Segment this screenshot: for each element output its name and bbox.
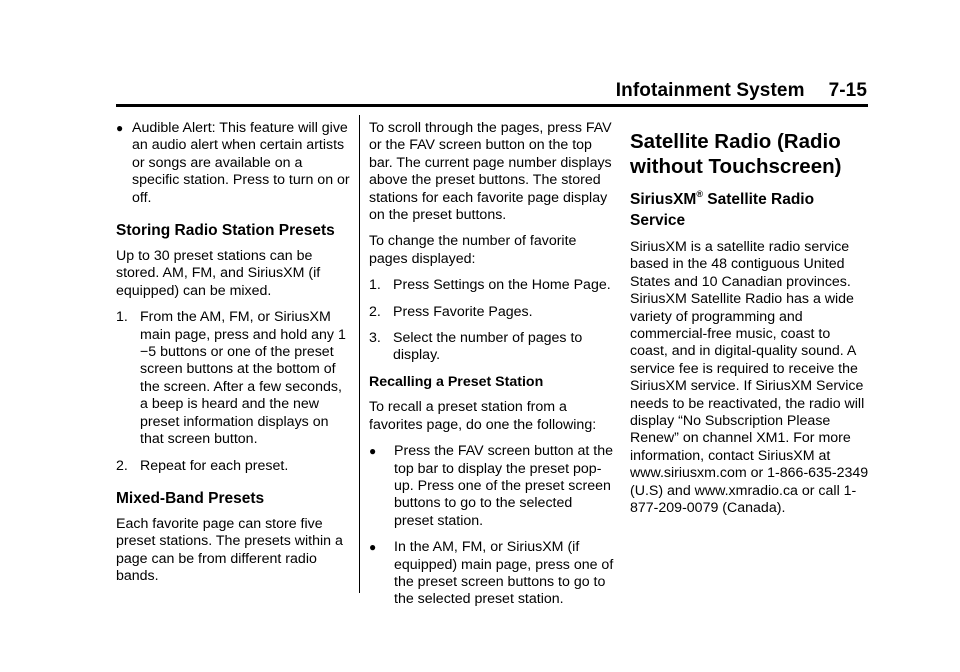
registered-mark: ® (696, 189, 703, 199)
paragraph: To change the number of favorite pages displayed: (369, 233, 577, 267)
bullet-icon: ● (116, 121, 124, 135)
step-number: 1. (116, 309, 128, 326)
bullet-icon: ● (369, 540, 377, 555)
bullet-item (116, 120, 352, 207)
section-title: Infotainment System (615, 80, 805, 101)
column-middle (369, 120, 614, 618)
step-text: From the AM, FM, or SiriusXM main page, press and hold any 1 −5 buttons or one of the preset screen buttons at the bottom of the screen. After a few seconds, a beep is heard and the new preset information displays on that screen button. (140, 309, 346, 448)
subheading-recalling: Recalling a Preset Station (369, 373, 544, 390)
page-header (616, 80, 867, 102)
step-text: Press Favorite Pages. (393, 303, 533, 320)
column-left (116, 120, 352, 595)
sub-rest: Satellite Radio Service (630, 191, 815, 229)
step-item (369, 304, 614, 321)
step-number: 2. (116, 457, 128, 474)
step-item (116, 458, 352, 475)
page-number: 7-15 (828, 80, 867, 101)
step-number: 1. (369, 277, 381, 294)
step-item (369, 330, 614, 365)
step-item (116, 309, 352, 448)
bullet-text: Audible Alert: This feature will give an audio alert when certain artists or songs are available on a specific station. Press to turn on or off. (132, 120, 350, 206)
step-text: Repeat for each preset. (140, 457, 289, 474)
paragraph: SiriusXM is a satellite radio service based in the 48 contiguous United States and 10 Canadian provinces. SiriusXM Satellite Radio has a wide variety of programming and commercial-free music, coast to coast, and in digital-quality sound. A service fee is required to receive the SiriusXM service. If SiriusXM Service needs to be reactivated, the radio will display “No Subscription Please Renew” on channel XM1. For more information, contact SiriusXM at www.siriusxm.com or 1-866-635-2349 (U.S) and www.xmradio.ca or call 1-877-209-0079 (Canada). (630, 239, 869, 517)
sub-brand: SiriusXM (630, 191, 697, 208)
step-text: Select the number of pages to display. (393, 330, 583, 364)
column-right (630, 120, 870, 527)
step-text: Press Settings on the Home Page. (393, 277, 611, 294)
heading-satellite-radio: Satellite Radio (Radio without Touchscreen) (630, 130, 842, 178)
step-item (369, 277, 614, 294)
bullet-icon: ● (369, 444, 377, 459)
step-number: 3. (369, 330, 381, 347)
heading-mixed-band: Mixed-Band Presets (116, 489, 265, 507)
column-divider (359, 115, 360, 593)
paragraph: Each favorite page can store five preset stations. The presets within a page can be from different radio bands. (116, 515, 343, 585)
paragraph: Up to 30 preset stations can be stored. AM, FM, and SiriusXM (if equipped) can be mixed. (116, 248, 321, 299)
paragraph: To recall a preset station from a favorites page, do one the following: (369, 399, 597, 433)
bullet-text: Press the FAV screen button at the top bar to display the preset pop-up. Press one of the preset screen buttons to go to the selected preset station. (394, 443, 613, 529)
paragraph: To scroll through the pages, press FAV or the FAV screen button on the top bar. The current page number displays above the preset buttons. The stored stations for each favorite page display on the preset buttons. (369, 120, 612, 224)
bullet-text: In the AM, FM, or SiriusXM (if equipped) main page, press one of the preset screen buttons to go to the selected preset station. (394, 539, 614, 608)
header-rule (116, 104, 868, 107)
subheading-siriusxm (630, 189, 870, 231)
bullet-item (369, 443, 614, 530)
step-number: 2. (369, 303, 381, 320)
heading-storing-presets: Storing Radio Station Presets (116, 222, 335, 240)
bullet-item (369, 539, 614, 609)
